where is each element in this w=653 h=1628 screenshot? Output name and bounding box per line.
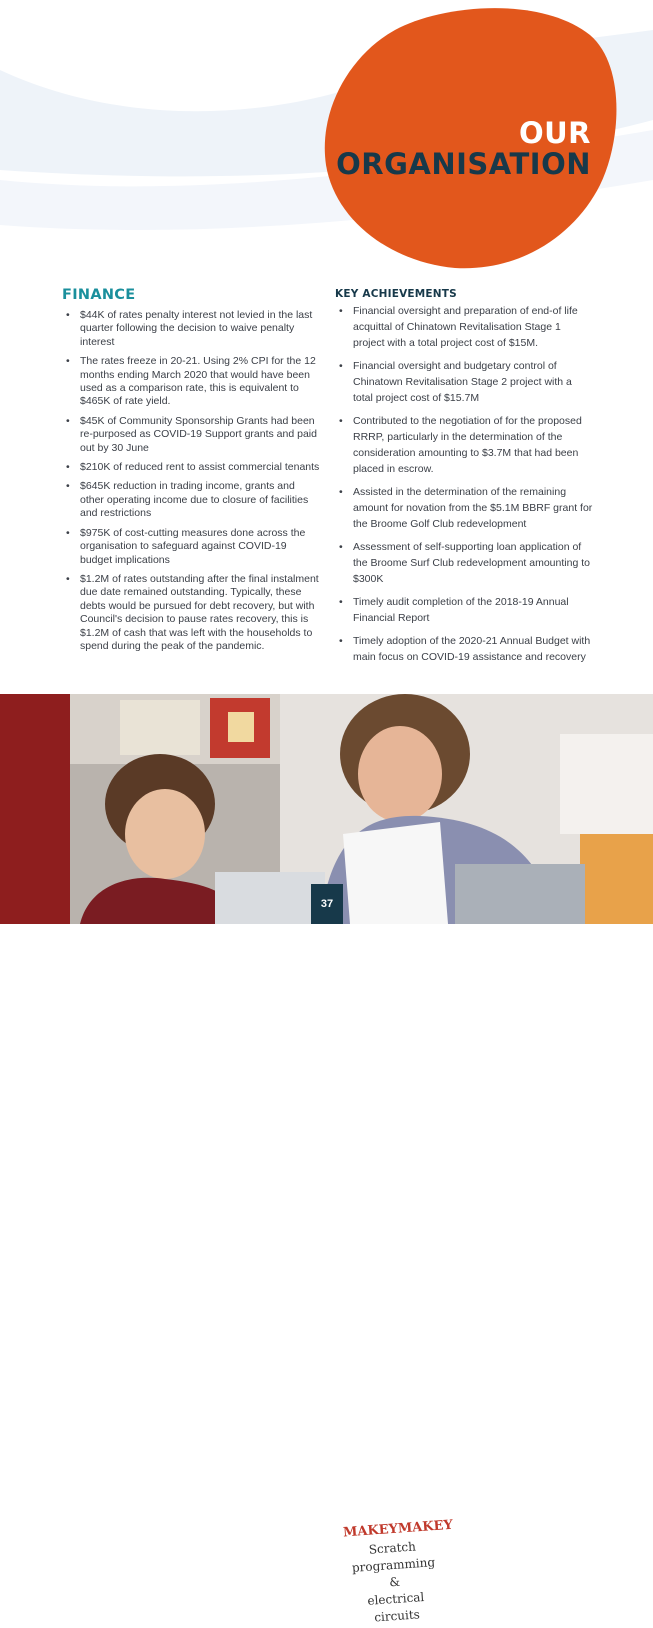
list-item: • Assisted in the determination of the remaining amount for novation from the $5.1M BBRF grant for the Broome Golf Club redevelopment (339, 486, 593, 530)
finance-heading: FINANCE (62, 287, 136, 303)
achievements-section (335, 287, 593, 672)
achievements-list (335, 303, 593, 665)
list-item: • $975K of cost-cutting measures done across the organisation to safeguard against COVID-19 budget implications (66, 526, 306, 566)
list-item: • Financial oversight and preparation of end-of life acquittal of Chinatown Revitalisation Stage 1 project with a total project cost of $15M. (339, 305, 578, 349)
list-item: • $1.2M of rates outstanding after the final instalment due date remained outstanding. Typically, these debts would be pursued for debt recovery, but with Council's decision to pause rates recovery, this is $1.2M of cash that was left with the households to spend during the peak of the pandemic. (66, 572, 319, 652)
achievements-heading: KEY ACHIEVEMENTS (335, 288, 457, 300)
page-title (336, 118, 591, 180)
title-line-1: OUR (518, 116, 591, 150)
makeymakey-sign (342, 1517, 454, 1628)
list-item: • $44K of rates penalty interest not levied in the last quarter following the decision to waive penalty interest (66, 309, 313, 348)
sign-line-2: Scratch (368, 1539, 417, 1557)
list-item: • Timely audit completion of the 2018-19 Annual Financial Report (339, 596, 569, 624)
sign-line-1: MAKEYMAKEY (342, 1517, 454, 1541)
sign-line-3: programming & (351, 1555, 436, 1590)
title-line-2: ORGANISATION (336, 147, 591, 181)
list-item: • Contributed to the negotiation of for the proposed RRRP, particularly in the determination of the consideration amounting to $3.7M that had been placed in escrow. (339, 415, 582, 475)
list-item: • The rates freeze in 20-21. Using 2% CPI for the 12 months ending March 2020 that would have been used as a comparison rate, this is equivalent to $465K of rate yield. (66, 355, 316, 408)
page-number: 37 (311, 884, 343, 924)
list-item: • $45K of Community Sponsorship Grants had been re-purposed as COVID-19 Support grants and paid out by 30 June (66, 414, 317, 454)
list-item: • $645K reduction in trading income, grants and other operating income due to closure of facilities and restrictions (66, 480, 309, 520)
list-item: • Timely adoption of the 2020-21 Annual Budget with main focus on COVID-19 assistance and recovery (339, 635, 591, 663)
list-item: • $210K of reduced rent to assist commercial tenants (66, 461, 320, 474)
list-item: • Assessment of self-supporting loan application of the Broome Surf Club redevelopment amounting to $300K (339, 541, 590, 585)
finance-section (62, 287, 320, 659)
sign-line-4: electrical circuits (366, 1589, 425, 1625)
list-item: • Financial oversight and budgetary control of Chinatown Revitalisation Stage 2 project with a total project cost of $15.7M (339, 360, 572, 404)
finance-list (62, 309, 320, 653)
